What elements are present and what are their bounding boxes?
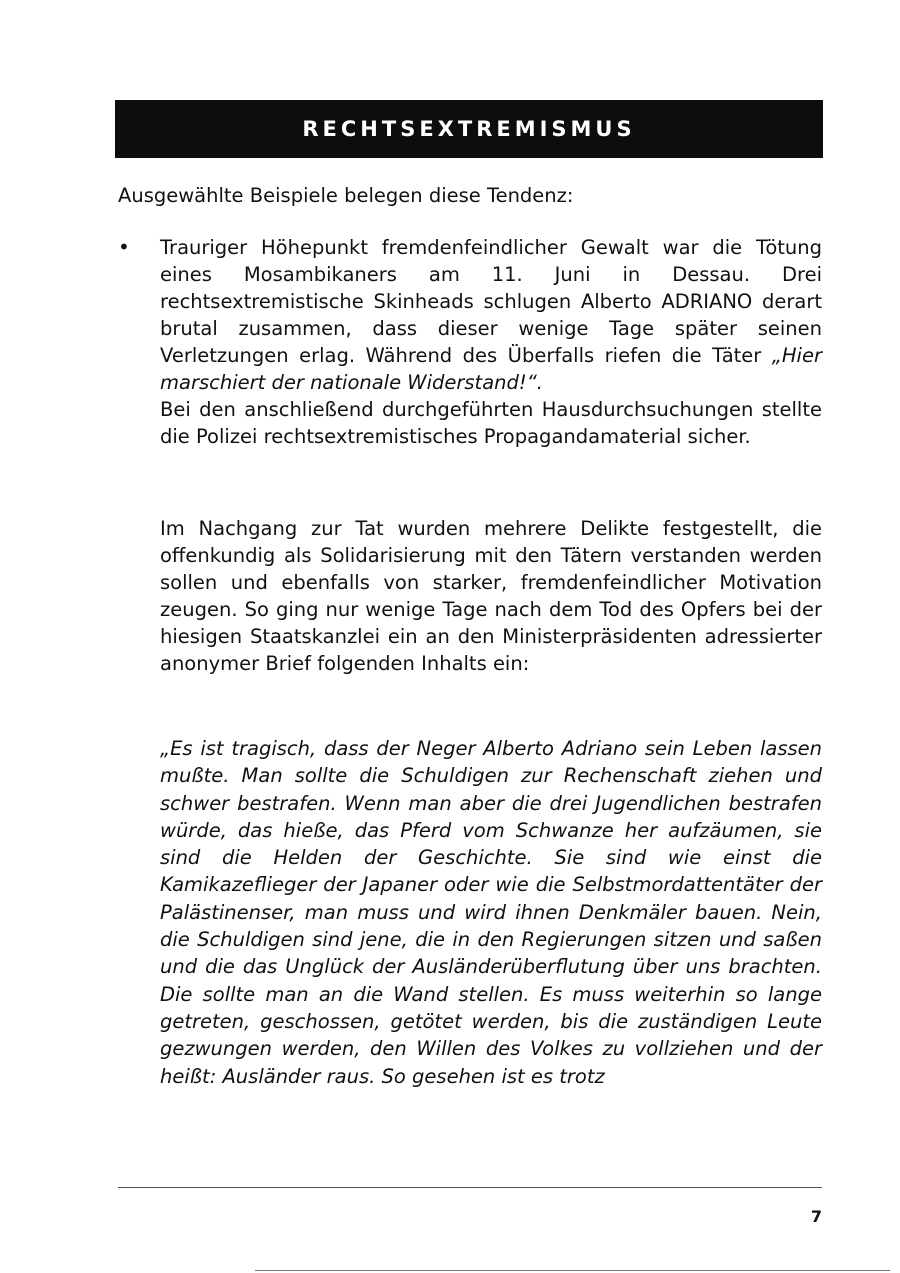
intro-text: Ausgewählte Beispiele belegen diese Tendenz: (118, 184, 574, 207)
section-title: RECHTSEXTREMISMUS (302, 117, 636, 141)
bullet-second-paragraph: Bei den anschließend durchgeführten Hausdurchsuchungen stellte die Polizei rechtsextremistisches Propagandamaterial sicher. (160, 398, 822, 448)
footer-divider (118, 1187, 822, 1188)
page-number: 7 (810, 1207, 822, 1226)
bullet-paragraph (160, 234, 822, 396)
bullet-item (160, 234, 822, 450)
bullet-text: Trauriger Höhepunkt fremdenfeindlicher Gewalt war die Tötung eines Mosambikaners am 11. Juni in Dessau. Drei rechtsextremistische Skinheads schlugen Alberto ADRIANO derart brutal zusammen, dass dieser wenige Tage später seinen Verletzungen erlag. Während des Überfalls riefen die Täter (160, 236, 822, 367)
section-header-bar (115, 100, 823, 158)
bullet-icon: • (118, 235, 130, 259)
body-paragraph: Im Nachgang zur Tat wurden mehrere Delikte festgestellt, die offenkundig als Solidarisierung mit den Tätern verstanden werden sollen und ebenfalls von starker, fremdenfeindlicher Motivation zeugen. So ging nur wenige Tage nach dem Tod des Opfers bei der hiesigen Staatskanzlei ein an den Ministerpräsidenten adressierter anonymer Brief folgenden Inhalts ein: (160, 517, 822, 675)
bottom-edge-line (255, 1270, 890, 1271)
letter-quote: „Es ist tragisch, dass der Neger Alberto Adriano sein Leben lassen mußte. Man sollte die Schuldigen zur Rechenschaft ziehen und schwer bestrafen. Wenn man aber die drei Jugendlichen bestrafen würde, das hieße, das Pferd vom Schwanze her aufzäumen, sie sind die Helden der Geschichte. Sie sind wie einst die Kamikazeflieger der Japaner oder wie die Selbstmordattentäter der Palästinenser, man muss und wird ihnen Denkmäler bauen. Nein, die Schuldigen sind jene, die in den Regierungen sitzen und saßen und die das Unglück der Ausländerüberflutung über uns brachten. Die sollte man an die Wand stellen. Es muss weiterhin so lange getreten, geschossen, getötet werden, bis die zuständigen Leute gezwungen werden, den Willen des Volkes zu vollziehen und der heißt: Ausländer raus. So gesehen ist es trotz (160, 737, 822, 1088)
bullet-quote: „Hier marschiert der nationale Widerstand!“. (160, 344, 822, 394)
